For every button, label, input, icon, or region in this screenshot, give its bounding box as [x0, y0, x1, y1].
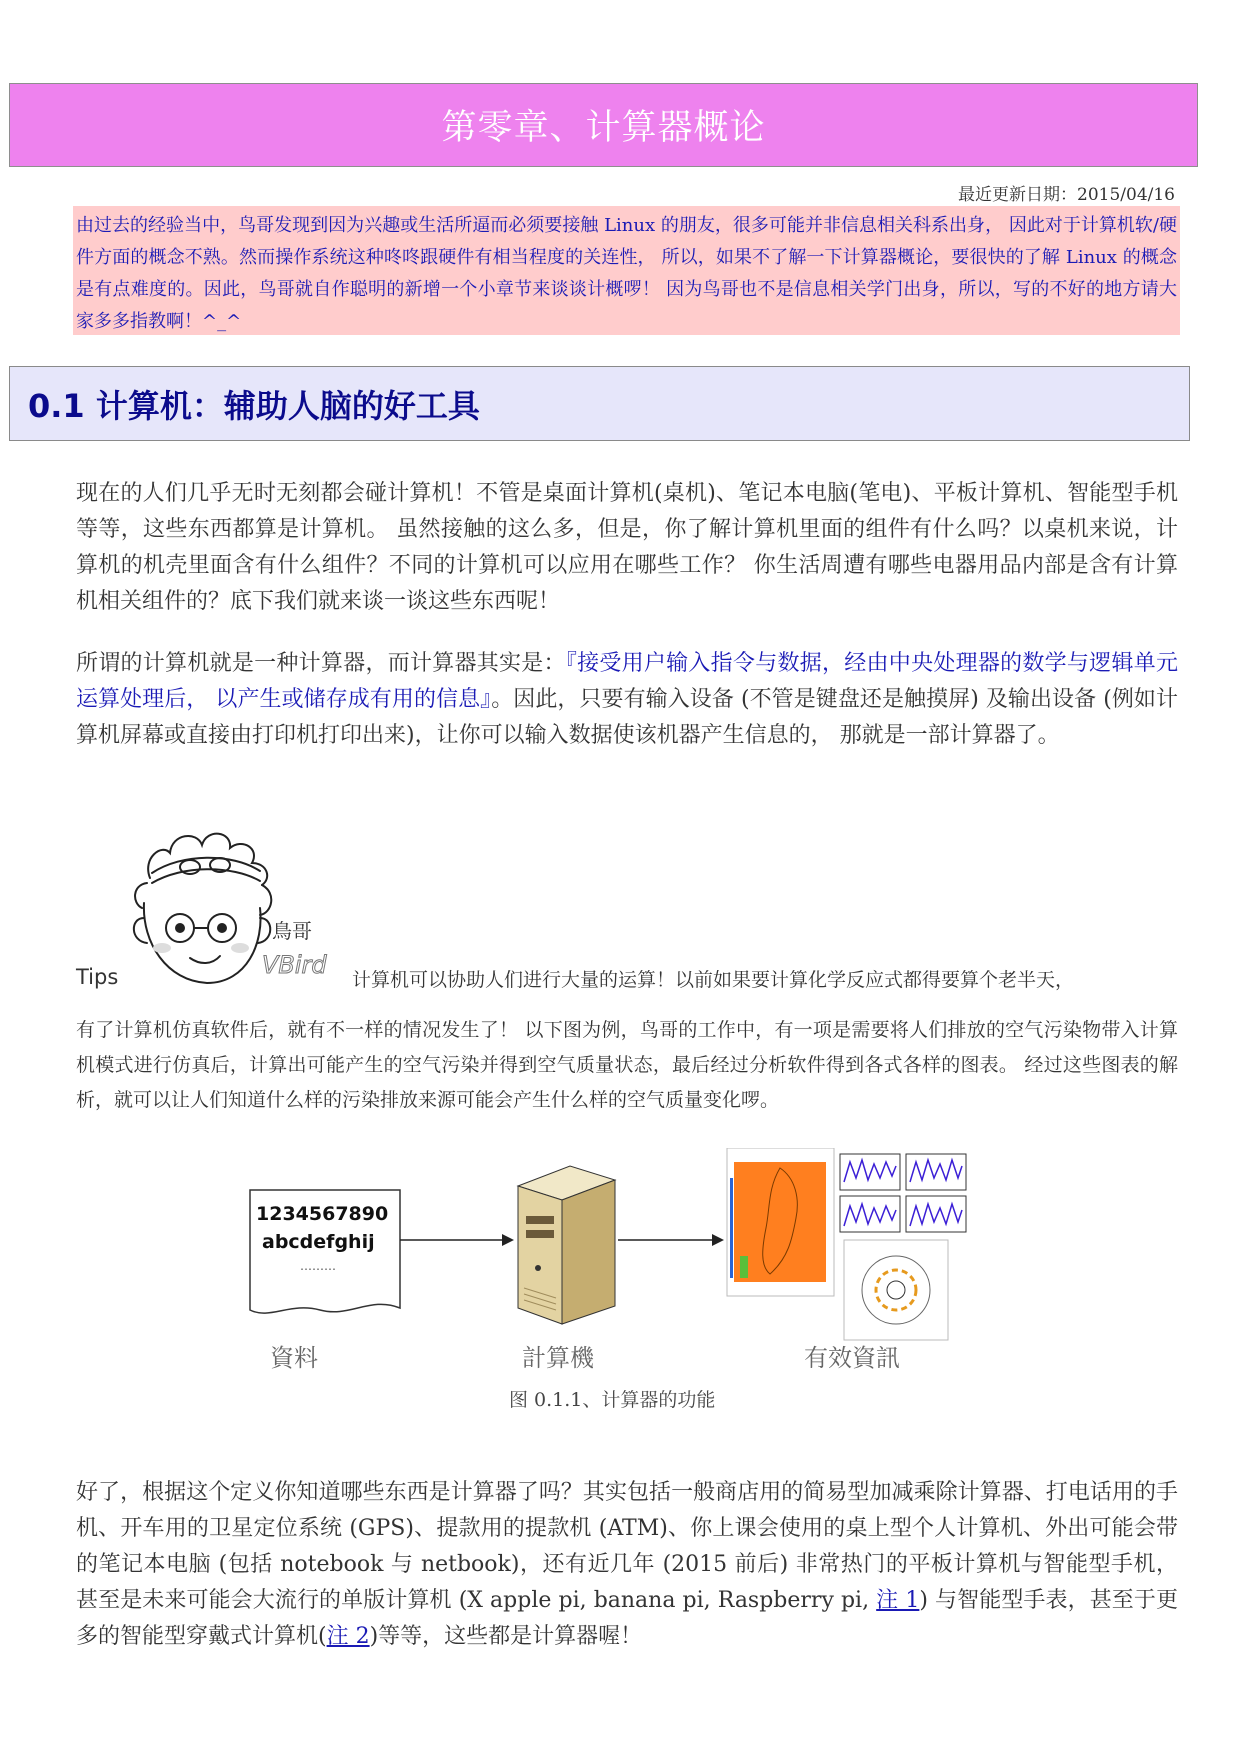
paragraph-2-highlight: 『接受用户输入指令与数据，经由中央处理器的数学与逻辑单元运算处理后， 以产生或储存成有用的信息』 — [76, 651, 1178, 712]
avatar-text: 鳥哥 — [272, 919, 312, 943]
document-line-2: abcdefghij — [262, 1231, 375, 1253]
paragraph-3-text: 好了，根据这个定义你知道哪些东西是计算器了吗？其实包括一般商店用的简易型加减乘除计算器、打电话用的手机、开车用的卫星定位系统 (GPS)、提款用的提款机 (ATM)、你上课会使用的桌上型个人计算机、外出可能会带的笔记本电脑 (包括 notebook 与 netbook)，还有近几年 (2015 前后) 非常热门的平板计算机与智能型手机， 甚至是未来可能会大流行的单版计算机 (X apple pi, banana pi, Raspberry pi, — [76, 1480, 1178, 1613]
avatar-signature: VBird — [262, 951, 327, 979]
tips-label: Tips — [76, 965, 119, 989]
note-2-link[interactable]: 注 2 — [326, 1624, 370, 1649]
figure-label-computer: 計算機 — [522, 1344, 594, 1372]
paragraph-3 — [76, 1475, 1178, 1655]
tips-first-line: 计算机可以协助人们进行大量的运算！以前如果要计算化学反应式都得要算个老半天， — [352, 969, 1075, 991]
vbird-avatar-icon — [112, 823, 344, 993]
arrow-icon — [618, 1234, 724, 1246]
figure-label-info: 有效資訊 — [804, 1344, 900, 1372]
paragraph-3-mid: ) 与智能型手表，甚至于更多的智能型穿戴式计算机( — [76, 1588, 1178, 1649]
update-date: 最近更新日期：2015/04/16 — [958, 185, 1175, 205]
document-icon — [250, 1190, 400, 1313]
paragraph-3-end: )等等，这些都是计算器喔！ — [369, 1624, 643, 1649]
figure-computer-function — [240, 1148, 1000, 1372]
paragraph-2-before: 所谓的计算机就是一种计算器，而计算器其实是： — [76, 651, 566, 676]
map-chart-icon — [727, 1148, 834, 1296]
document-line-3: ……… — [300, 1259, 336, 1273]
intro-paragraph: 由过去的经验当中，鸟哥发现到因为兴趣或生活所逼而必须要接触 Linux 的朋友，很多可能并非信息相关科系出身， 因此对于计算机软/硬件方面的概念不熟。然而操作系统这种咚咚跟硬件有相当程度的关连性， 所以，如果不了解一下计算器概论，要很快的了解 Linux 的概念是有点难度的。因此，鸟哥就自作聪明的新增一个小章节来谈谈计概啰！ 因为鸟哥也不是信息相关学门出身，所以，写的不好的地方请大家多多指教啊！^_^ — [73, 206, 1180, 335]
figure-label-data: 資料 — [270, 1344, 318, 1372]
section-title: 0.1 计算机：辅助人脑的好工具 — [28, 386, 480, 425]
figure-caption: 图 0.1.1、计算器的功能 — [509, 1389, 716, 1411]
note-1-link[interactable]: 注 1 — [876, 1588, 920, 1613]
arrow-icon — [400, 1234, 514, 1246]
paragraph-1: 现在的人们几乎无时无刻都会碰计算机！不管是桌面计算机(桌机)、笔记本电脑(笔电)、平板计算机、智能型手机等等，这些东西都算是计算机。 虽然接触的这么多，但是，你了解计算机里面的组件有什么吗？以桌机来说，计算机的机壳里面含有什么组件？不同的计算机可以应用在哪些工作？ 你生活周遭有哪些电器用品内部是含有计算机相关组件的？底下我们就来谈一谈这些东西呢！ — [76, 481, 1178, 614]
paragraph-2-after: 。因此，只要有输入设备 (不管是键盘还是触摸屏) 及输出设备 (例如计算机屏幕或直接由打印机打印出来)，让你可以输入数据使该机器产生信息的， 那就是一部计算器了。 — [76, 687, 1178, 748]
section-header — [9, 366, 1190, 441]
chapter-title: 第零章、计算器概论 — [441, 108, 766, 148]
server-icon — [518, 1166, 615, 1324]
document-line-1: 1234567890 — [256, 1203, 389, 1225]
tips-text: 有了计算机仿真软件后，就有不一样的情况发生了！ 以下图为例，鸟哥的工作中，有一项是需要将人们排放的空气污染物带入计算机模式进行仿真后，计算出可能产生的空气污染并得到空气质量状态，最后经过分析软件得到各式各样的图表。 经过这些图表的解析，就可以让人们知道什么样的污染排放来源可能会产生什么样的空气质量变化啰。 — [76, 1019, 1178, 1111]
paragraph-2 — [76, 646, 1178, 754]
chapter-header — [9, 83, 1198, 167]
line-charts-icon — [840, 1154, 966, 1232]
cycle-diagram-icon — [844, 1240, 948, 1340]
